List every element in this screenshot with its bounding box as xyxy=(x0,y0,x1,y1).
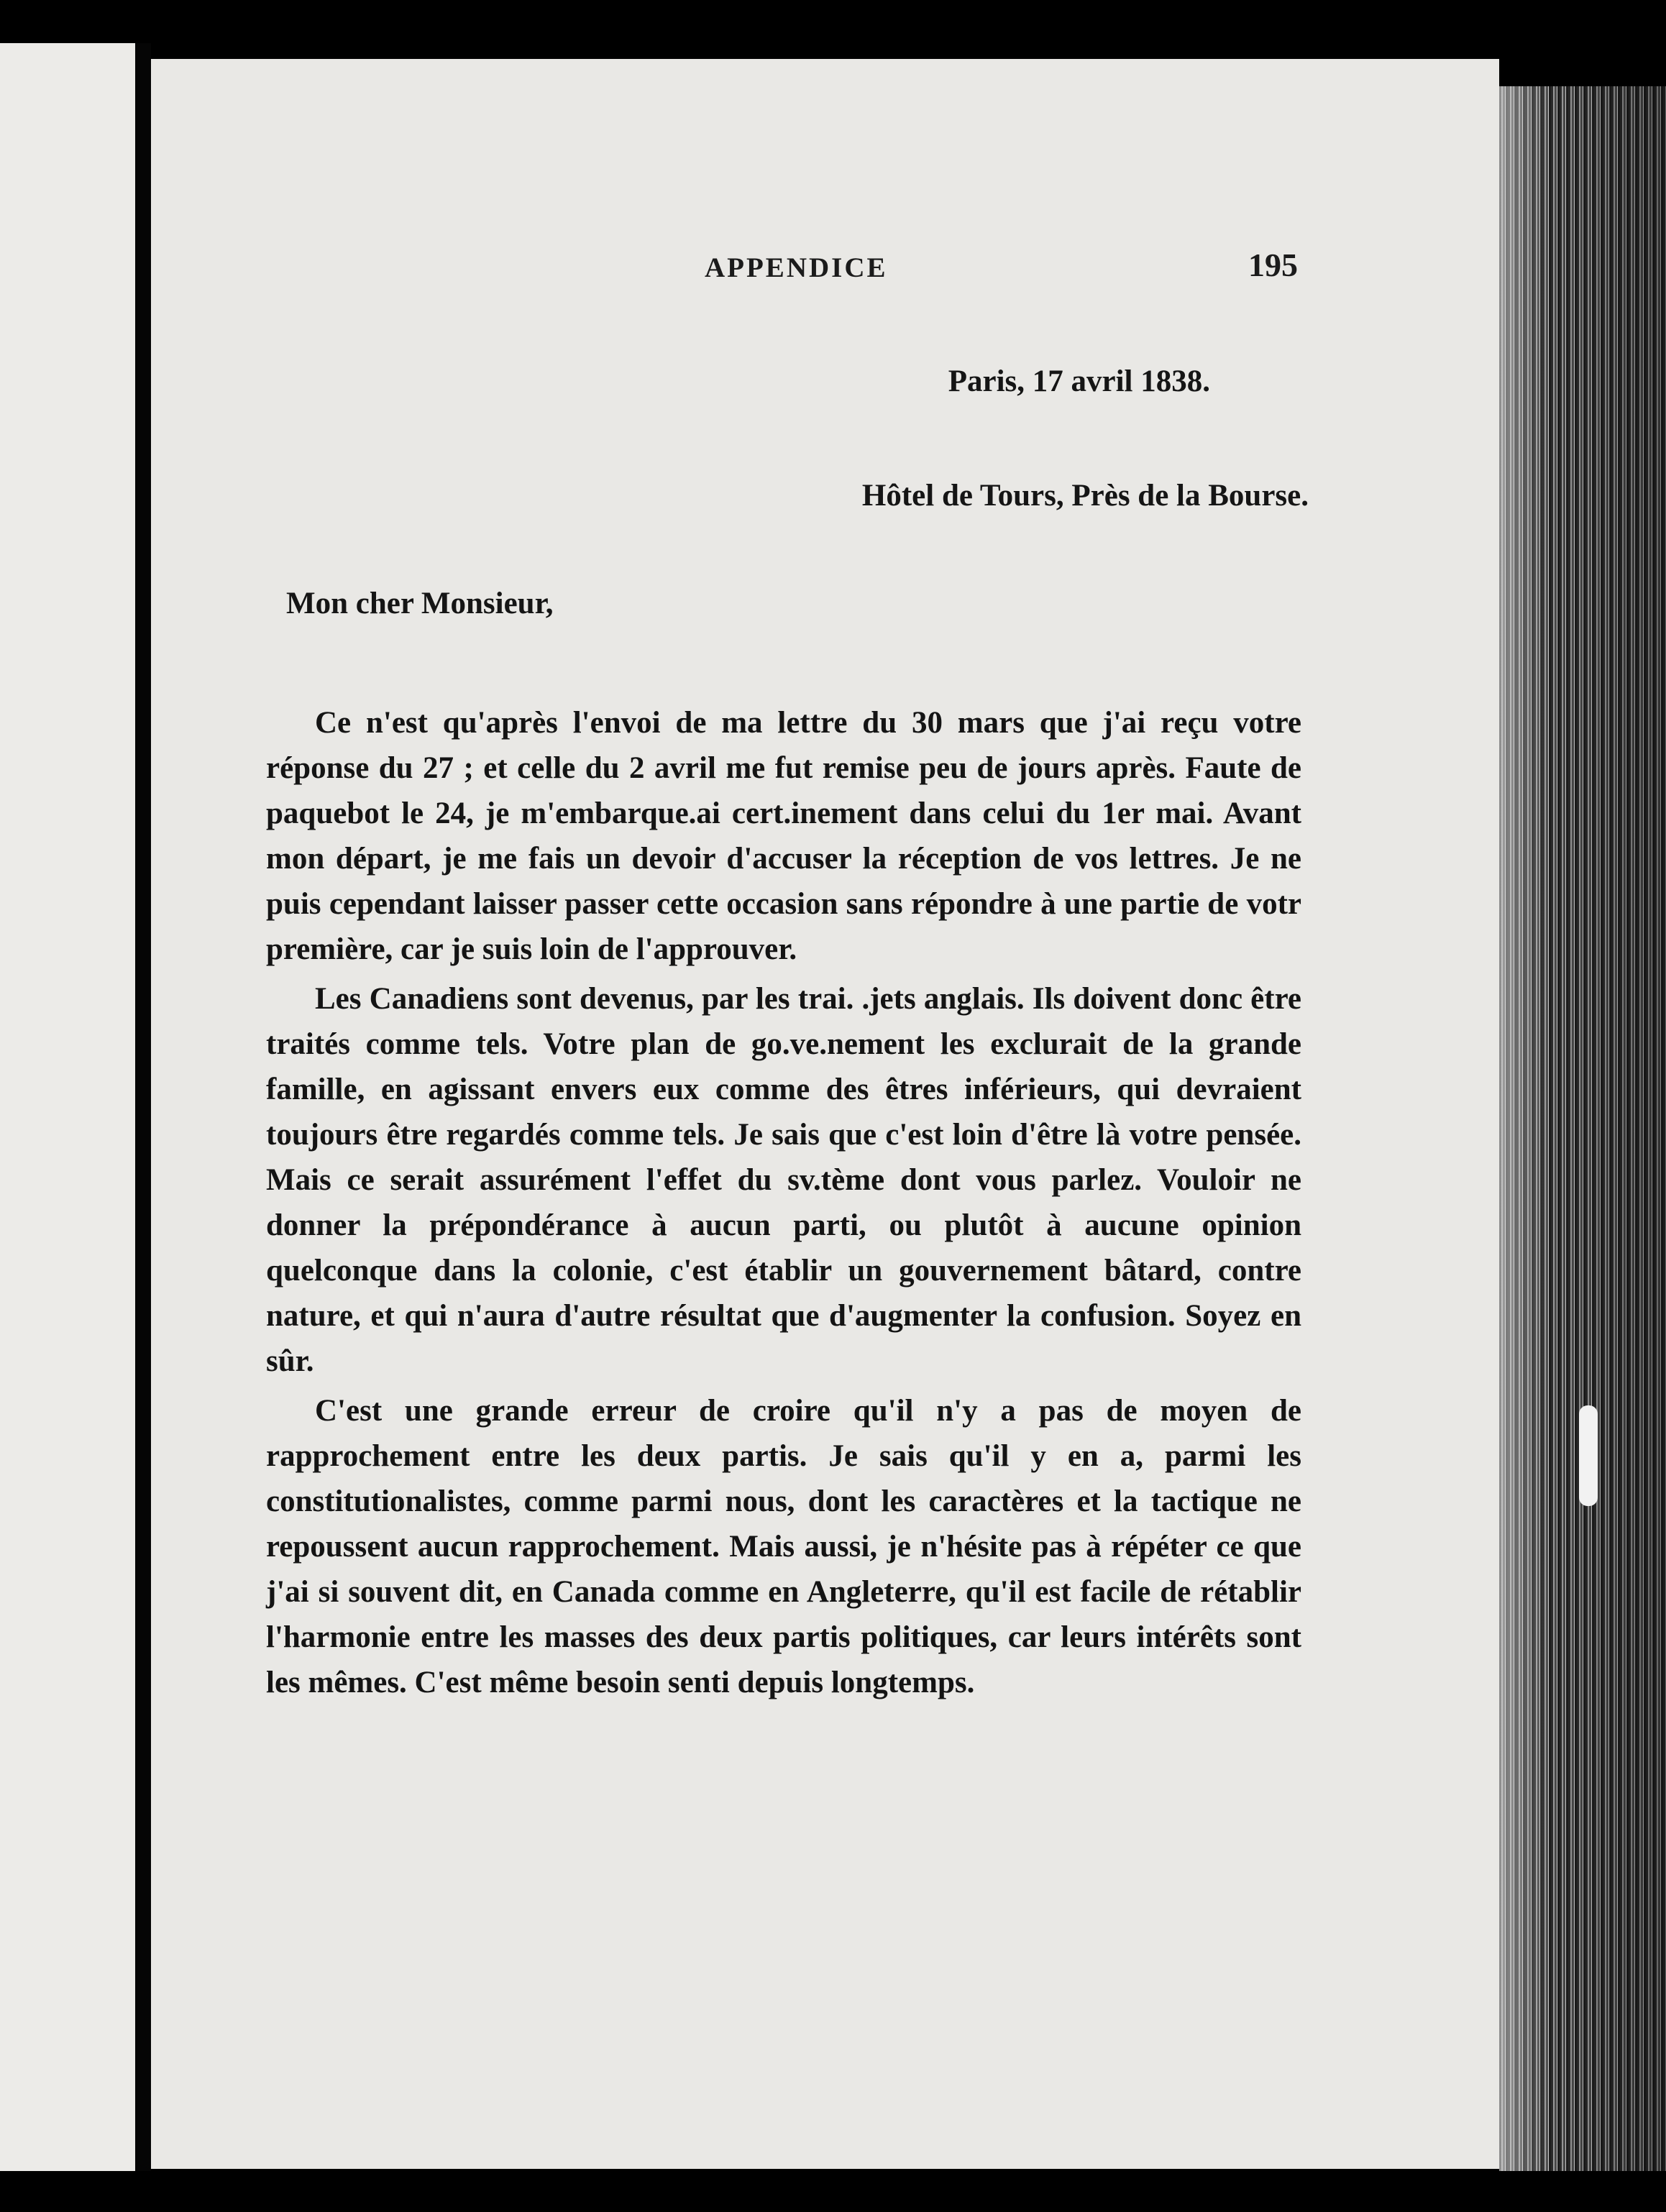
page-edges-shade xyxy=(1499,86,1666,2171)
page-number: 195 xyxy=(1248,247,1298,283)
paragraph: C'est une grande erreur de croire qu'il n'y a pas de moyen de rapprochement entre les deux partis. Je sais qu'il y en a, parmi les constitutionalistes, comme parmi nous, dont les caractères et la tactique ne repoussent aucun rapprochement. Mais aussi, je n'hésite pas à répéter ce que j'ai si souvent dit, en Canada comme en Angleterre, qu'il est facile de rétablir l'harmonie entre les masses des deux partis politiques, car leurs intérêts sont les mêmes. C'est même besoin senti depuis longtemps. xyxy=(266,1394,1301,1699)
edge-highlight xyxy=(1579,1405,1598,1506)
book-gutter xyxy=(135,43,151,2171)
letter-address: Hôtel de Tours, Près de la Bourse. xyxy=(861,479,1309,513)
paragraph: Les Canadiens sont devenus, par les trai. .jets anglais. Ils doivent donc être traités comme tels. Votre plan de go.ve.nement les exclurait de la grande famille, en agissant envers eux comme des êtres inférieurs, qui devraient toujours être regardés comme tels. Je sais que c'est loin d'être là votre pensée. Mais ce serait assurément l'effet du sv.tème dont vous parlez. Vouloir ne donner la prépondérance à aucun parti, ou plutôt à aucune opinion quelconque dans la colonie, c'est établir un gouvernement bâtard, contre nature, et qui n'aura d'autre résultat que d'augmenter la confusion. Soyez en sûr. xyxy=(266,982,1301,1378)
letter-body xyxy=(266,700,1301,1705)
paragraph: Ce n'est qu'après l'envoi de ma lettre du 30 mars que j'ai reçu votre réponse du 27 ; et celle du 2 avril me fut remise peu de jours après. Faute de paquebot le 24, je m'embarque.ai cert.inement dans celui du 1er mai. Avant mon départ, je me fais un devoir d'accuser la réception de vos lettres. Je ne puis cependant laisser passer cette occasion sans répondre à une partie de votr première, car je suis loin de l'approuver. xyxy=(266,706,1301,966)
letter-dateline: Paris, 17 avril 1838. xyxy=(948,364,1210,398)
letter-salutation: Mon cher Monsieur, xyxy=(286,587,554,620)
running-head: APPENDICE xyxy=(705,252,888,283)
facing-page xyxy=(0,43,135,2171)
